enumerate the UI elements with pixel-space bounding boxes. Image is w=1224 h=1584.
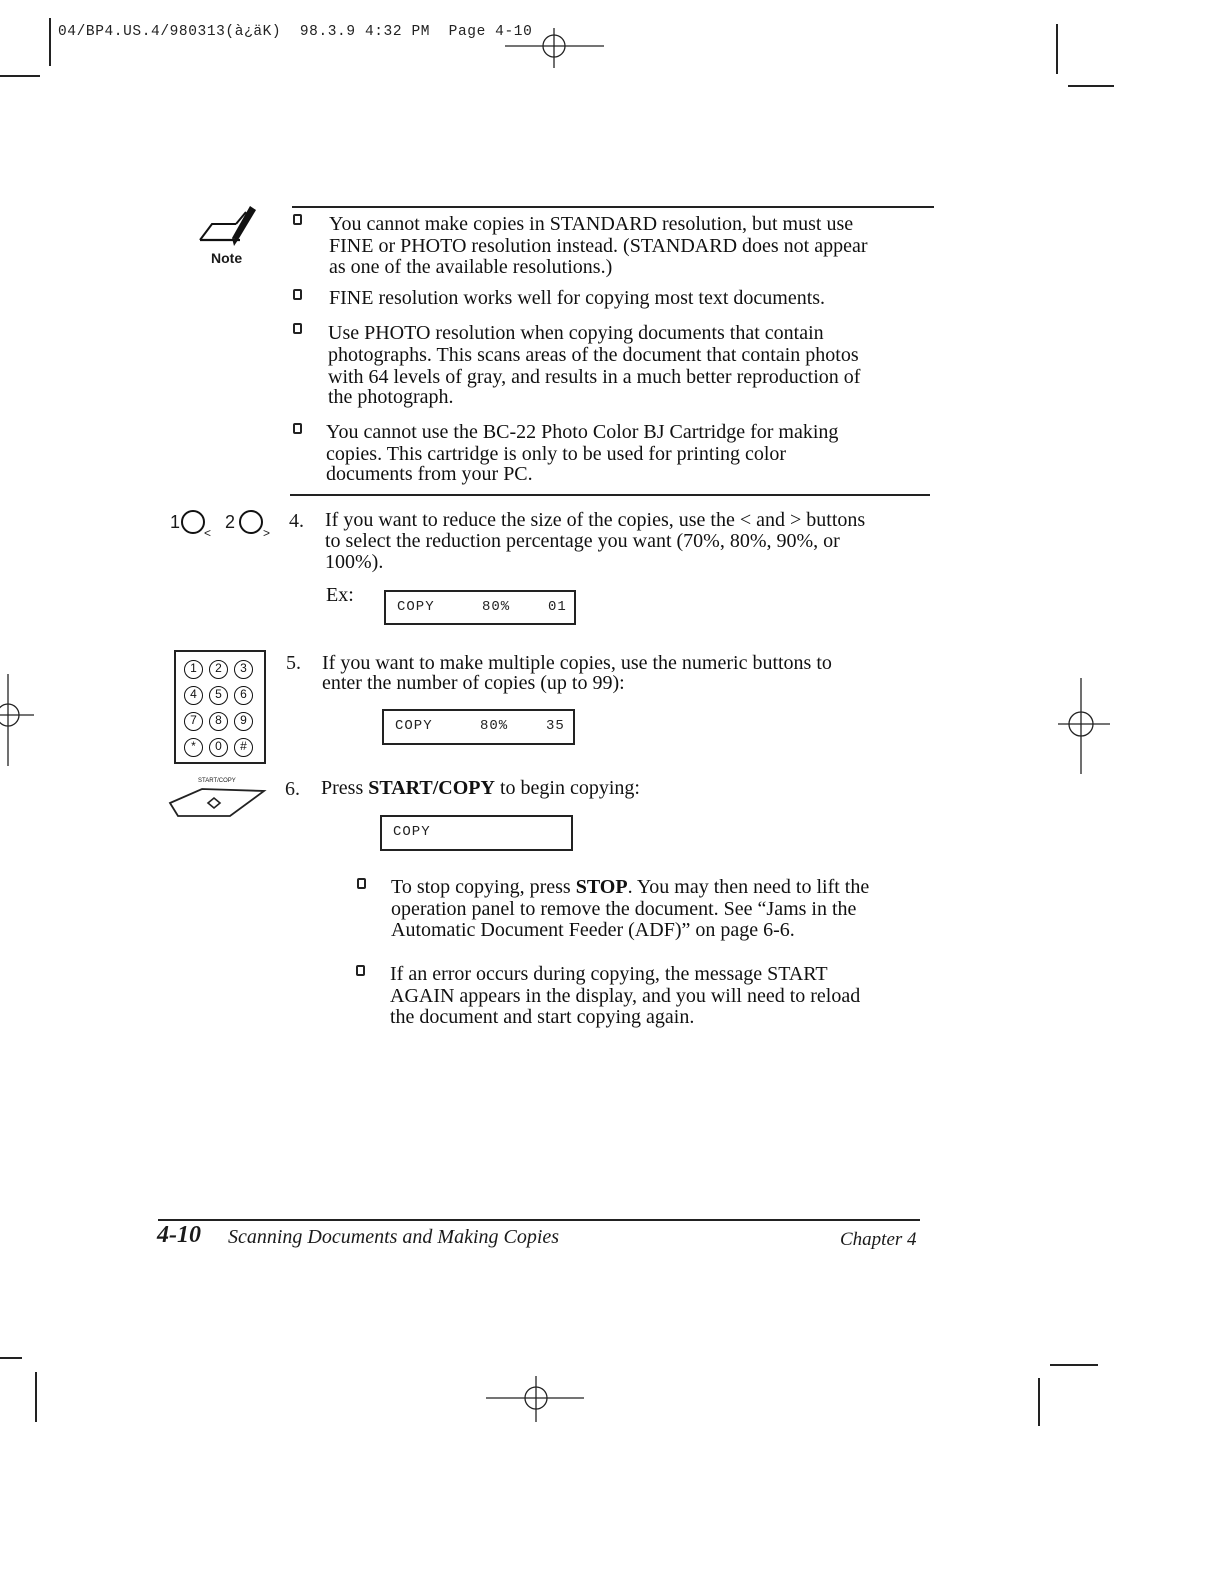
keypad-key-icon: 6	[234, 686, 253, 705]
step-number: 5.	[286, 652, 301, 674]
keypad-key-icon: 2	[209, 660, 228, 679]
button-number-label: 2	[225, 512, 236, 532]
step-text: If you want to make multiple copies, use the numeric buttons to	[322, 652, 832, 674]
step-text-part: to begin copying:	[494, 777, 640, 799]
registration-mark-left	[0, 672, 36, 768]
step-number: 6.	[285, 778, 300, 800]
note-text: You cannot make copies in STANDARD resolution, but must use	[329, 213, 854, 235]
note-top-rule	[292, 206, 934, 208]
crop-mark	[1068, 85, 1114, 87]
stop-key-name: STOP	[575, 876, 628, 898]
text-part: . You may then need to lift the	[627, 876, 870, 898]
lcd-display	[384, 590, 576, 625]
note-text: the photograph.	[328, 386, 454, 408]
keypad-key-icon: *	[184, 738, 203, 757]
note-text: copies. This cartridge is only to be used for printing color	[326, 443, 787, 465]
footer-rule	[158, 1219, 920, 1221]
crop-mark	[0, 75, 40, 77]
sub-item-text	[391, 877, 869, 898]
registration-mark-right	[1056, 676, 1112, 776]
lcd-count: 01	[548, 599, 567, 615]
keypad-key-icon: 7	[184, 712, 203, 731]
sub-item-text: operation panel to remove the document. See “Jams in the	[391, 898, 857, 920]
crop-mark	[49, 18, 51, 66]
lcd-percent: 80%	[482, 599, 511, 615]
crop-mark	[35, 1372, 37, 1422]
registration-mark-top	[500, 20, 610, 72]
example-label: Ex:	[326, 584, 354, 606]
step-text: enter the number of copies (up to 99):	[322, 672, 625, 694]
step-number: 4.	[289, 510, 304, 532]
step-text: to select the reduction percentage you want (70%, 80%, 90%, or	[325, 530, 840, 552]
note-text: Use PHOTO resolution when copying documents that contain	[328, 322, 824, 344]
note-bottom-rule	[290, 494, 930, 496]
button-number-label: 1	[170, 512, 181, 532]
keypad-key-icon: 0	[209, 738, 228, 757]
keypad-key-icon: 5	[209, 686, 228, 705]
page-number: 4-10	[157, 1222, 201, 1248]
print-slug: 04/BP4.US.4/980313(à¿äK) 98.3.9 4:32 PM Page 4-10	[58, 24, 533, 40]
start-copy-key-name: START/COPY	[368, 777, 495, 799]
note-text: documents from your PC.	[326, 463, 533, 485]
note-label: Note	[211, 250, 243, 266]
crop-mark	[0, 1357, 22, 1359]
sub-item-text: AGAIN appears in the display, and you will need to reload	[390, 985, 861, 1007]
crop-mark	[1056, 24, 1058, 74]
text-part: To stop copying, press	[391, 876, 576, 898]
sub-item-text: the document and start copying again.	[390, 1006, 695, 1028]
checkbox-bullet-icon	[293, 214, 302, 225]
lcd-display	[382, 709, 575, 745]
keypad-key-icon: 8	[209, 712, 228, 731]
checkbox-bullet-icon	[357, 878, 366, 889]
keypad-key-icon: 4	[184, 686, 203, 705]
less-arrow-label: <	[204, 526, 212, 540]
keypad-key-icon: #	[234, 738, 253, 757]
lcd-count: 35	[546, 718, 565, 734]
step-text	[321, 778, 640, 799]
greater-arrow-label: >	[263, 526, 271, 540]
checkbox-bullet-icon	[293, 423, 302, 434]
crop-mark	[1038, 1378, 1040, 1426]
registration-mark-bottom	[484, 1374, 588, 1424]
sub-item-text: If an error occurs during copying, the message START	[390, 963, 828, 985]
keypad-key-icon: 3	[234, 660, 253, 679]
crop-mark	[1050, 1364, 1098, 1366]
lcd-mode: COPY	[395, 718, 433, 734]
round-button-icon	[181, 510, 205, 534]
note-text: FINE resolution works well for copying most text documents.	[329, 287, 826, 309]
step-text: If you want to reduce the size of the copies, use the < and > buttons	[325, 509, 866, 531]
checkbox-bullet-icon	[356, 965, 365, 976]
note-text: FINE or PHOTO resolution instead. (STANDARD does not appear	[329, 235, 868, 257]
chapter-label: Chapter 4	[840, 1229, 917, 1250]
start-copy-button-icon	[166, 786, 268, 820]
lcd-display	[380, 815, 573, 851]
section-title: Scanning Documents and Making Copies	[228, 1226, 560, 1248]
numeric-keypad-icon	[174, 650, 266, 764]
lcd-mode: COPY	[393, 824, 431, 840]
keypad-key-icon: 1	[184, 660, 203, 679]
lcd-mode: COPY	[397, 599, 435, 615]
note-text: with 64 levels of gray, and results in a much better reproduction of	[328, 366, 861, 388]
round-button-icon	[239, 510, 263, 534]
note-text: as one of the available resolutions.)	[329, 256, 613, 278]
note-text: photographs. This scans areas of the document that contain photos	[328, 344, 859, 366]
lcd-percent: 80%	[480, 718, 509, 734]
start-copy-button-label: START/COPY	[198, 778, 236, 784]
sub-item-text: Automatic Document Feeder (ADF)” on page 6-6.	[391, 919, 795, 941]
step-text-part: Press	[321, 777, 369, 799]
checkbox-bullet-icon	[293, 323, 302, 334]
keypad-key-icon: 9	[234, 712, 253, 731]
note-pencil-icon	[196, 202, 260, 252]
step-text: 100%).	[325, 551, 384, 573]
note-text: You cannot use the BC-22 Photo Color BJ Cartridge for making	[326, 421, 839, 443]
checkbox-bullet-icon	[293, 289, 302, 300]
